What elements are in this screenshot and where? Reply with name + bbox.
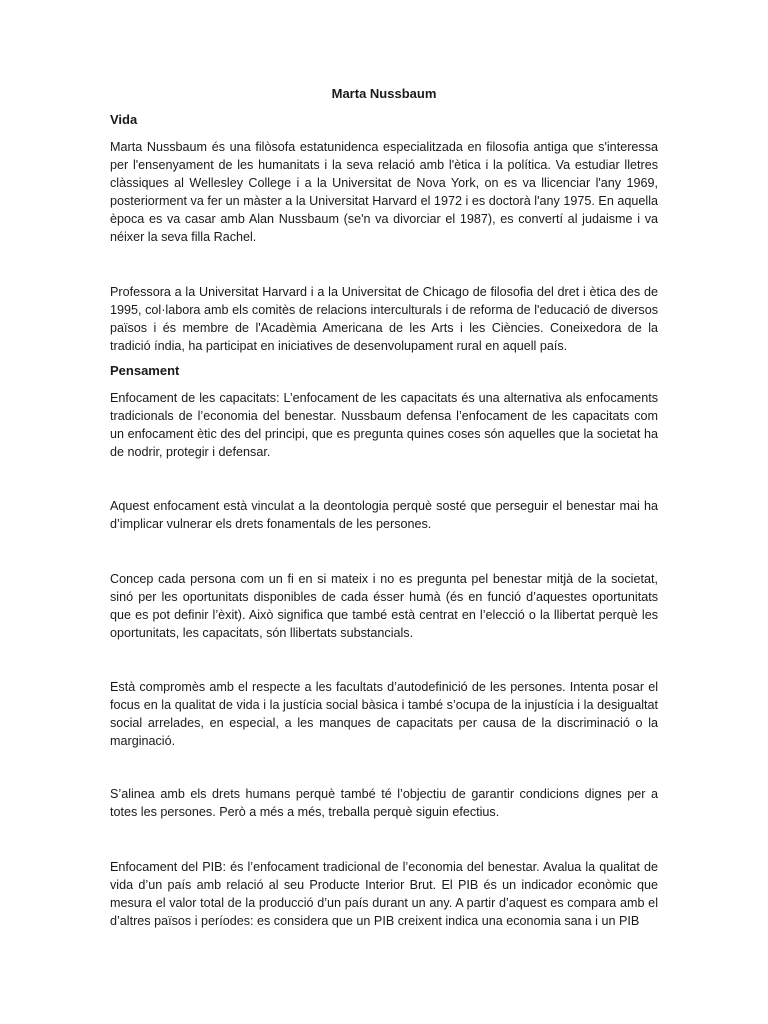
paragraph-pensament-6: Enfocament del PIB: és l’enfocament tradicional de l’economia del benestar. Avalua la qualitat de vida d’un país amb relació al seu Producte Interior Brut. El PIB és un indicador econòmic que mesura el valor total de la producció d’un país durant un any. A partir d’aquest es compara amb el d’altres països i períodes: es considera que un PIB creixent indica una economia sana i un PIB (110, 860, 658, 928)
paragraph-pensament-4: Està compromès amb el respecte a les facultats d’autodefinició de les persones. Intenta posar el focus en la qualitat de vida i la justícia social bàsica i també s’ocupa de la injustícia i la desigualtat social arrelades, en especial, a les manques de capacitats per causa de la discriminació o la marginació. (110, 680, 658, 748)
paragraph-pensament-1: Enfocament de les capacitats: L’enfocament de les capacitats és una alternativa als enfocaments tradicionals de l’economia del benestar. Nussbaum defensa l’enfocament de les capacitats com un enfocament ètic des del principi, que es pregunta quines coses són aquelles que la societat ha de nodrir, protegir i defensar. (110, 391, 658, 459)
paragraph-vida-2: Professora a la Universitat Harvard i a la Universitat de Chicago de filosofia del dret i ètica des de 1995, col·labora amb els comitès de relacions interculturals i de reforma de l'educació de diversos països i és membre de l'Acadèmia Americana de les Arts i les Ciències. Coneixedora de la tradició índia, ha participat en iniciatives de desenvolupament rural en aquell país. (110, 285, 658, 353)
paragraph-pensament-3: Concep cada persona com un fi en si mateix i no es pregunta pel benestar mitjà de la societat, sinó per les oportunitats disponibles de cada ésser humà (és en funció d’aquestes oportunitats que es pot definir l’èxit). Això significa que també està centrat en l’elecció o la llibertat perquè les oportunitats, les capacitats, són llibertats substancials. (110, 572, 658, 640)
paragraph-vida-1: Marta Nussbaum és una filòsofa estatunidenca especialitzada en filosofia antiga que s'interessa per l'ensenyament de les humanitats i la seva relació amb l'ètica i la política. Va estudiar lletres clàssiques al Wellesley College i a la Universitat de Nova York, on es va llicenciar l'any 1969, posteriorment va fer un màster a la Universitat Harvard el 1972 i es doctorà l'any 1975. En aquella època es va casar amb Alan Nussbaum (se'n va divorciar el 1987), es convertí al judaisme i va néixer la seva filla Rachel. (110, 140, 658, 244)
document-title: Marta Nussbaum (331, 86, 437, 101)
section-heading-vida: Vida (110, 112, 138, 127)
section-heading-pensament: Pensament (110, 363, 180, 378)
paragraph-pensament-2: Aquest enfocament està vinculat a la deontologia perquè sosté que perseguir el benestar mai ha d’implicar vulnerar els drets fonamentals de les persones. (110, 499, 658, 531)
paragraph-pensament-5: S’alinea amb els drets humans perquè també té l’objectiu de garantir condicions dignes per a totes les persones. Però a més a més, treballa perquè siguin efectius. (110, 787, 658, 819)
